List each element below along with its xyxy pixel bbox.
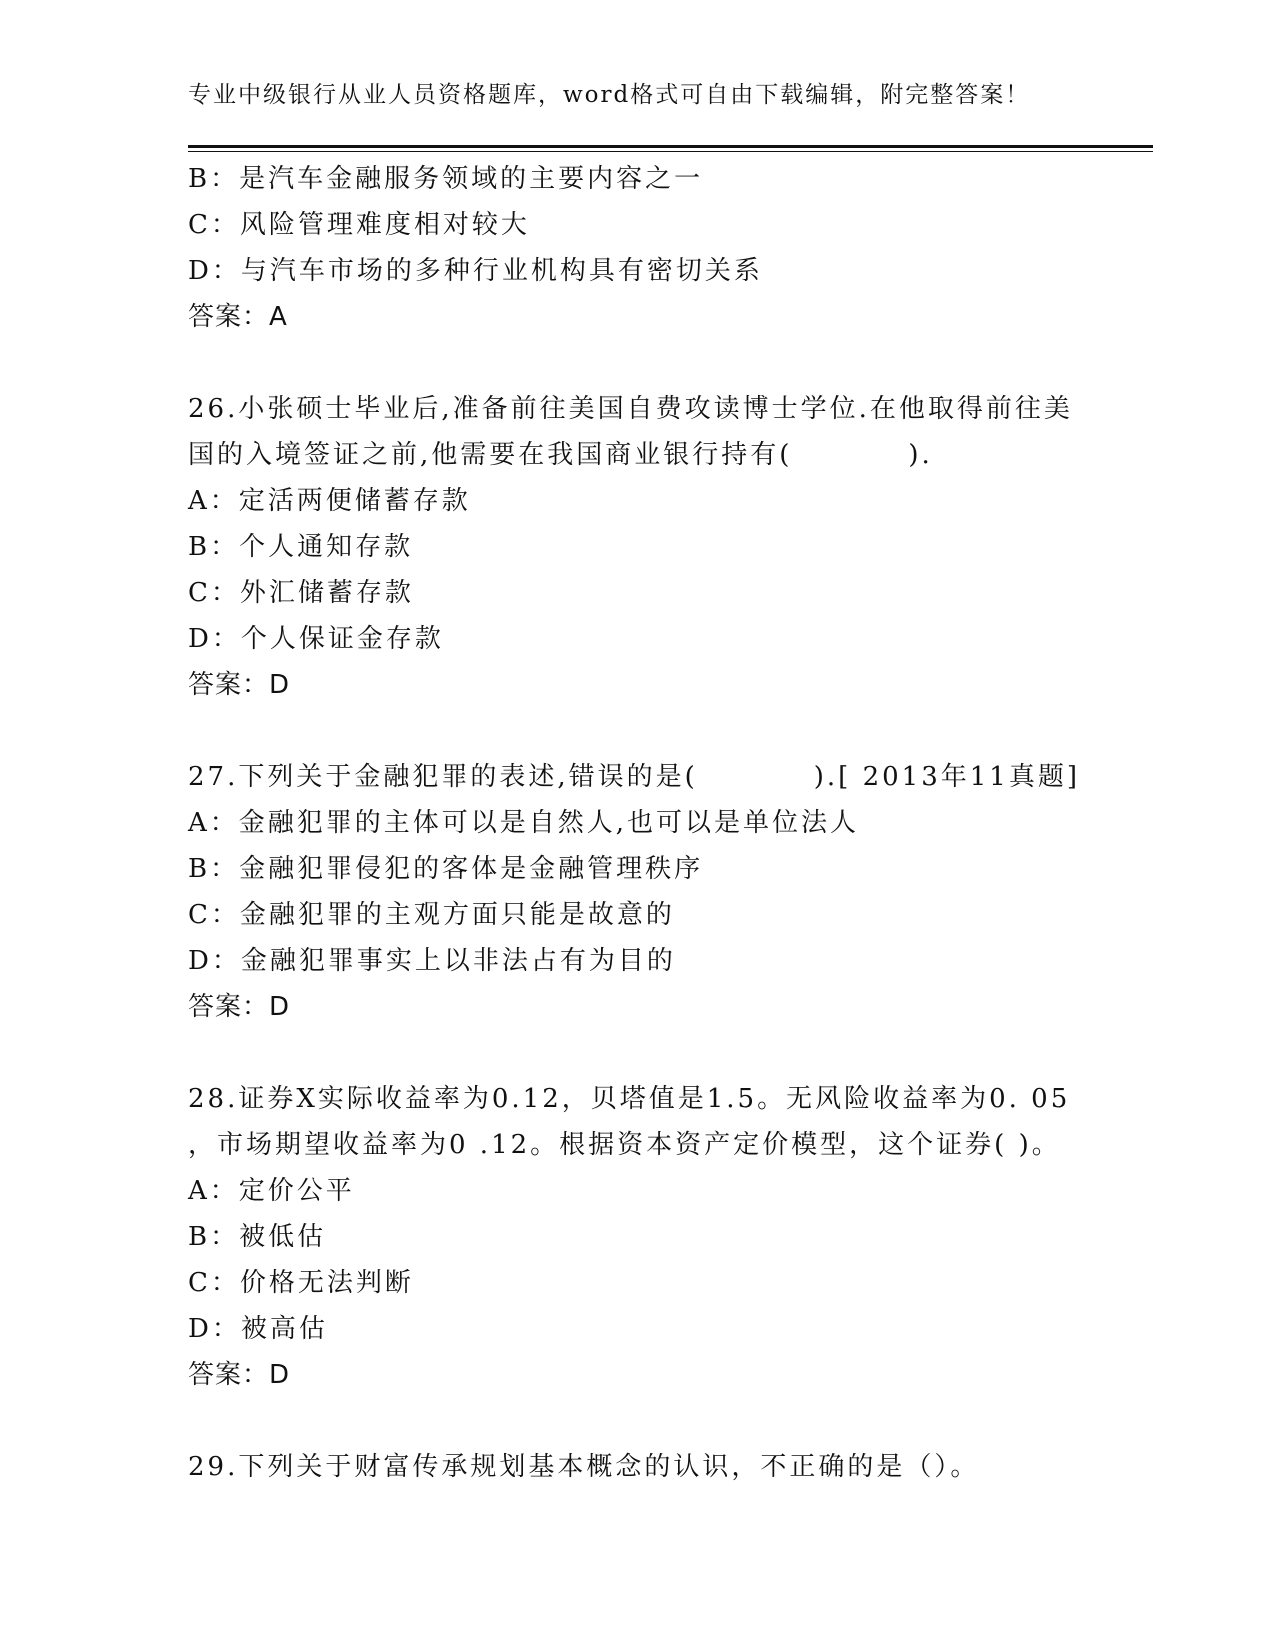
partial-question <box>188 156 1153 340</box>
answer: 答案：D <box>188 1360 291 1390</box>
answer: 答案：D <box>188 670 291 700</box>
option-d: D：与汽车市场的多种行业机构具有密切关系 <box>188 256 763 286</box>
option-b: B：个人通知存款 <box>188 532 414 562</box>
question-26 <box>188 386 1153 708</box>
question-27 <box>188 754 1153 1030</box>
option-c: C：价格无法判断 <box>188 1268 414 1298</box>
question-stem: 国的入境签证之前,他需要在我国商业银行持有( ). <box>188 440 933 470</box>
option-b: B：被低估 <box>188 1222 327 1252</box>
question-content <box>188 156 1153 1490</box>
option-a: A：金融犯罪的主体可以是自然人,也可以是单位法人 <box>188 808 860 838</box>
option-d: D：个人保证金存款 <box>188 624 444 654</box>
header-rule-thick <box>188 145 1153 148</box>
question-stem: 29.下列关于财富传承规划基本概念的认识，不正确的是（）。 <box>188 1452 980 1482</box>
option-d: D：金融犯罪事实上以非法占有为目的 <box>188 946 676 976</box>
option-a: A：定价公平 <box>188 1176 355 1206</box>
option-b: B：金融犯罪侵犯的客体是金融管理秩序 <box>188 854 704 884</box>
question-28 <box>188 1076 1153 1398</box>
option-a: A：定活两便储蓄存款 <box>188 486 471 516</box>
option-c: C：风险管理难度相对较大 <box>188 210 530 240</box>
question-stem: 27.下列关于金融犯罪的表述,错误的是( ).[ 2013年11真题] <box>188 762 1080 792</box>
header-rule-thin <box>188 151 1153 152</box>
question-29 <box>188 1444 1153 1490</box>
question-stem: 26.小张硕士毕业后,准备前往美国自费攻读博士学位.在他取得前往美 <box>188 394 1073 424</box>
answer: 答案：A <box>188 302 288 332</box>
option-b: B：是汽车金融服务领域的主要内容之一 <box>188 164 704 194</box>
question-stem: 28.证券X实际收益率为0.12，贝塔值是1.5。无风险收益率为0. 05 <box>188 1084 1071 1114</box>
option-c: C：金融犯罪的主观方面只能是故意的 <box>188 900 675 930</box>
page-header: 专业中级银行从业人员资格题库，word格式可自由下载编辑，附完整答案！ <box>188 82 1031 108</box>
option-d: D：被高估 <box>188 1314 328 1344</box>
question-stem: ，市场期望收益率为0 .12。根据资本资产定价模型，这个证券( )。 <box>188 1130 1061 1160</box>
answer: 答案：D <box>188 992 291 1022</box>
option-c: C：外汇储蓄存款 <box>188 578 414 608</box>
